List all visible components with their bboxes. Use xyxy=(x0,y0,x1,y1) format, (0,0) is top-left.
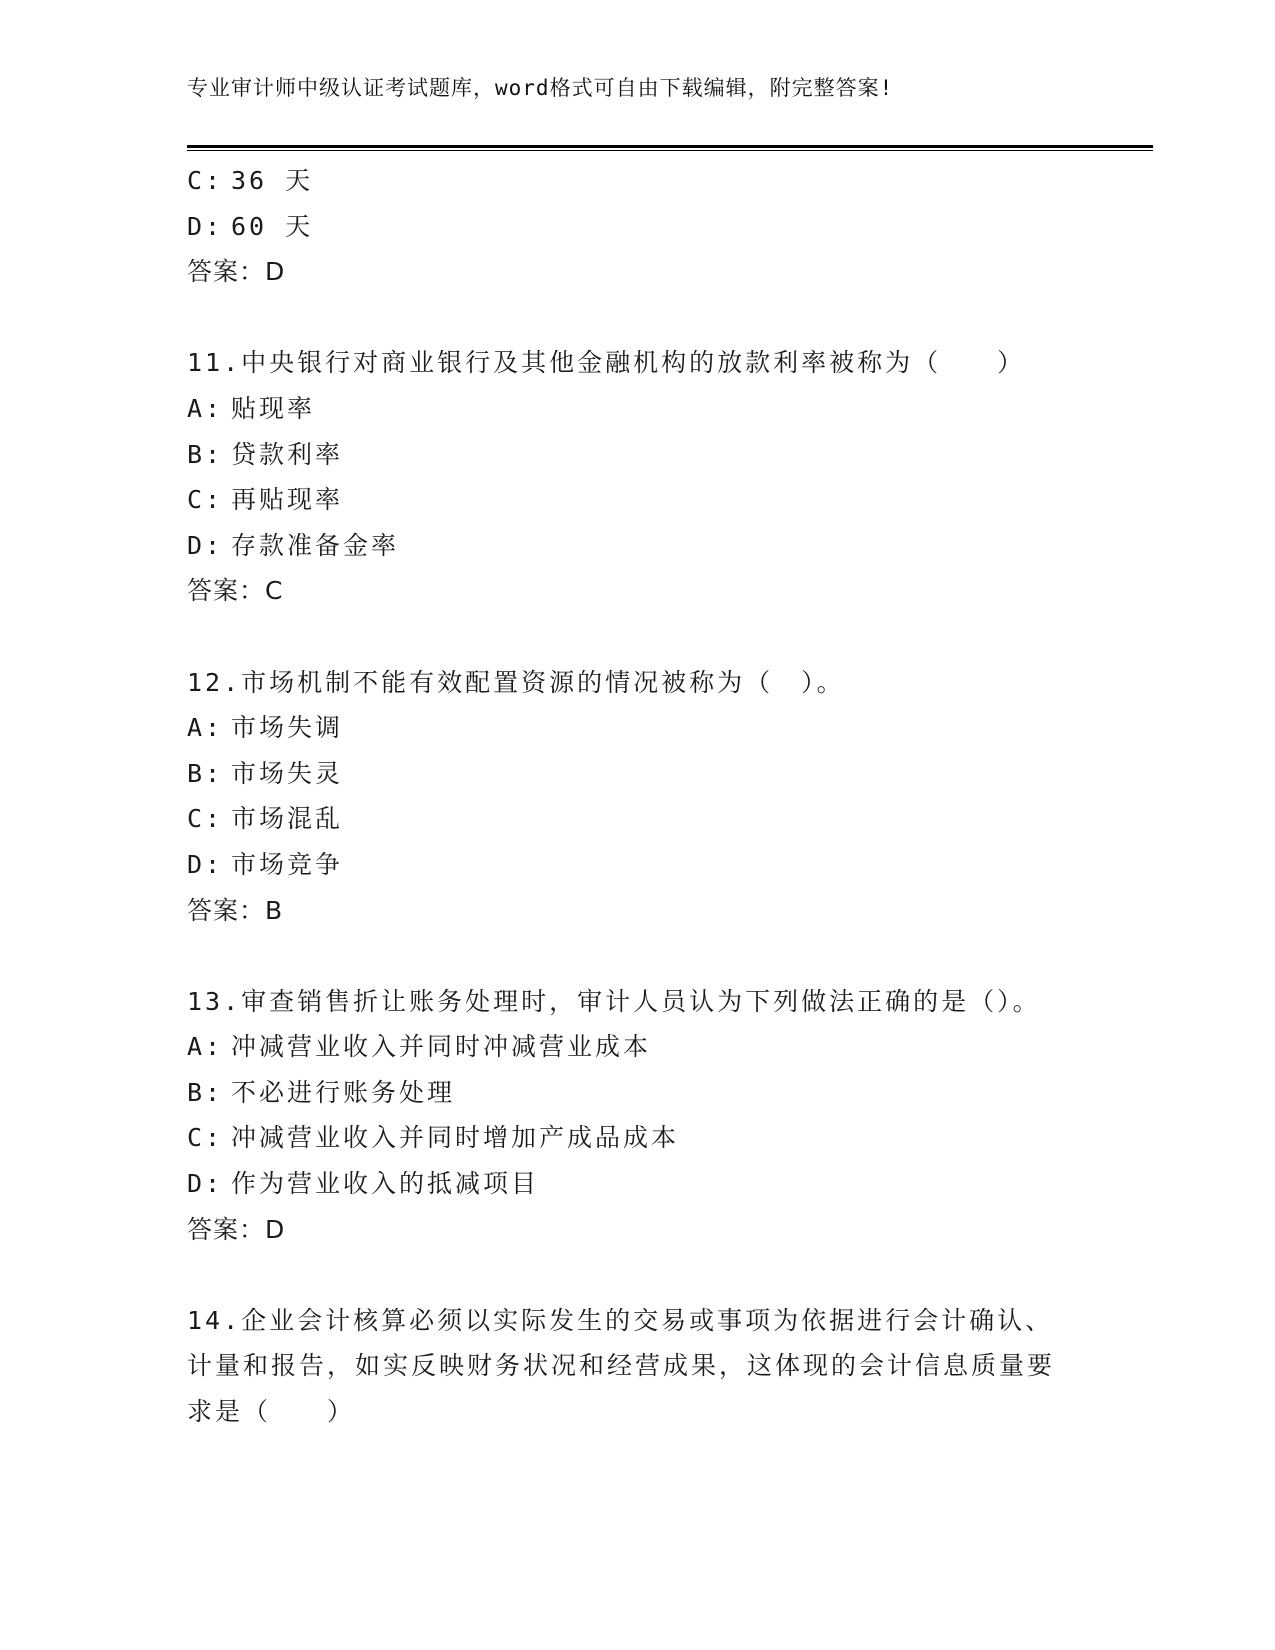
question-stem-11: 11.中央银行对商业银行及其他金融机构的放款利率被称为（ ） xyxy=(187,348,1026,378)
page-header: 专业审计师中级认证考试题库，word格式可自由下载编辑，附完整答案! xyxy=(187,76,894,100)
header-divider-thick xyxy=(187,145,1153,148)
option-label: A: xyxy=(187,713,224,743)
option-b xyxy=(187,1070,1087,1116)
option-text: 市场混乱 xyxy=(231,804,344,834)
option-text: 贴现率 xyxy=(231,393,316,423)
option-a xyxy=(187,1024,1087,1070)
option-label: D: xyxy=(187,1169,224,1199)
header-divider-thin xyxy=(187,150,1153,151)
option-text: 冲减营业收入并同时增加产成品成本 xyxy=(231,1123,680,1153)
question-content xyxy=(187,158,1087,1435)
option-label: B: xyxy=(187,758,224,788)
option-label: C: xyxy=(187,1123,224,1153)
option-text: 60 天 xyxy=(231,211,314,241)
option-text: 作为营业收入的抵减项目 xyxy=(231,1169,540,1199)
question-stem-14: 14.企业会计核算必须以实际发生的交易或事项为依据进行会计确认、计量和报告，如实反映财务状况和经营成果，这体现的会计信息质量要求是（ ） xyxy=(187,1305,1056,1427)
option-d xyxy=(187,523,1087,569)
question-stem-13: 13.审查销售折让账务处理时，审计人员认为下列做法正确的是（）。 xyxy=(187,986,1041,1016)
answer-line: 答案：D xyxy=(187,257,286,287)
option-text: 市场竞争 xyxy=(231,849,344,879)
option-label: C: xyxy=(187,804,224,834)
answer-line: 答案：D xyxy=(187,1214,286,1244)
option-label: B: xyxy=(187,439,224,469)
option-b xyxy=(187,432,1087,478)
option-label: C: xyxy=(187,166,224,195)
option-text: 冲减营业收入并同时冲减营业成本 xyxy=(231,1032,652,1062)
option-text: 存款准备金率 xyxy=(231,530,400,560)
option-text: 再贴现率 xyxy=(231,485,344,515)
answer-line: 答案：C xyxy=(187,576,284,606)
question-stem-12: 12.市场机制不能有效配置资源的情况被称为（ ）。 xyxy=(187,667,845,697)
option-label: D: xyxy=(187,211,224,241)
option-text: 贷款利率 xyxy=(231,439,344,469)
option-label: A: xyxy=(187,1032,224,1062)
option-c xyxy=(187,1115,1087,1161)
option-d xyxy=(187,1161,1087,1207)
option-c xyxy=(187,796,1087,842)
option-text: 市场失灵 xyxy=(231,758,344,788)
option-d xyxy=(187,842,1087,888)
option-a xyxy=(187,705,1087,751)
option-c xyxy=(187,158,1087,204)
option-text: 36 天 xyxy=(231,166,314,195)
option-text: 不必进行账务处理 xyxy=(231,1077,456,1107)
option-c xyxy=(187,477,1087,523)
option-text: 市场失调 xyxy=(231,713,344,743)
option-label: A: xyxy=(187,393,224,423)
answer-line: 答案：B xyxy=(187,895,284,925)
option-label: B: xyxy=(187,1077,224,1107)
option-d xyxy=(187,204,1087,250)
option-label: D: xyxy=(187,530,224,560)
option-a xyxy=(187,386,1087,432)
option-label: D: xyxy=(187,849,224,879)
option-label: C: xyxy=(187,485,224,515)
option-b xyxy=(187,751,1087,797)
